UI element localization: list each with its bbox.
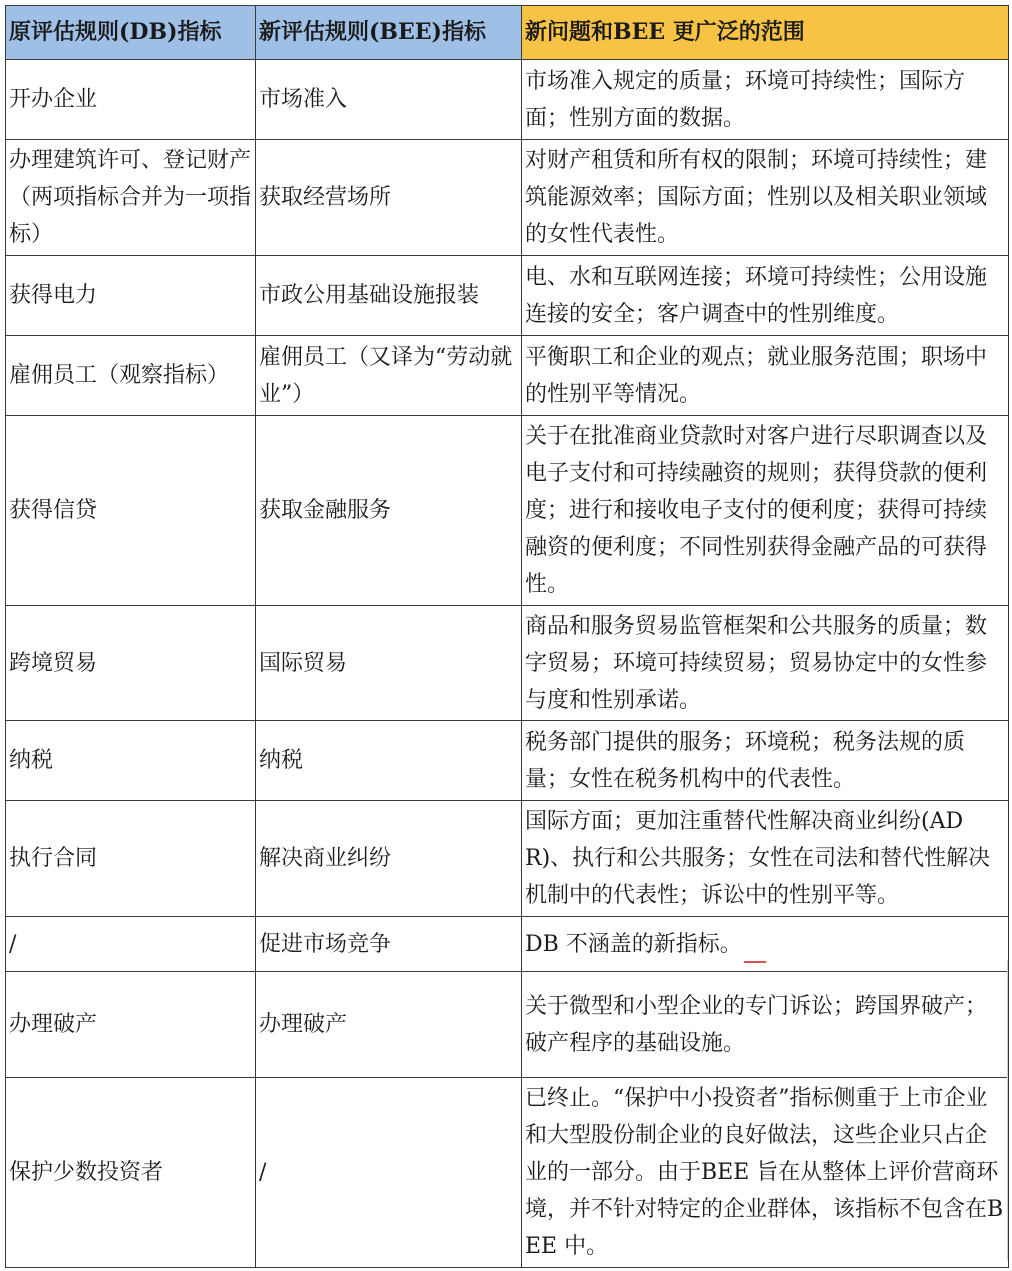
table-row: [6, 336, 1009, 416]
cell-db: 执行合同: [6, 801, 256, 917]
cell-scope: 税务部门提供的服务；环境税；税务法规的质量；女性在税务机构中的代表性。: [522, 721, 1009, 801]
cell-scope: 关于在批准商业贷款时对客户进行尽职调查以及电子支付和可持续融资的规则；获得贷款的便利度；进行和接收电子支付的便利度；获得可持续融资的便利度；不同性别获得金融产品的可获得性。: [522, 416, 1009, 606]
cell-scope: [522, 917, 1009, 972]
comparison-table: [5, 5, 1009, 1268]
cell-db: 开办企业: [6, 60, 256, 140]
cell-scope: 国际方面；更加注重替代性解决商业纠纷(ADR)、执行和公共服务；女性在司法和替代性解决机制中的代表性；诉讼中的性别平等。: [522, 801, 1009, 917]
cell-bee: 国际贸易: [256, 606, 522, 721]
cell-scope: 已终止。“保护中小投资者”指标侧重于上市企业和大型股份制企业的良好做法，这些企业只占企业的一部分。由于BEE 旨在从整体上评价营商环境，并不针对特定的企业群体，该指标不包含在BEE 中。: [522, 1078, 1009, 1268]
cell-scope: 电、水和互联网连接；环境可持续性；公用设施连接的安全；客户调查中的性别维度。: [522, 256, 1009, 336]
cell-db: /: [6, 917, 256, 972]
cell-bee: 促进市场竞争: [256, 917, 522, 972]
cell-scope: 关于微型和小型企业的专门诉讼；跨国界破产；破产程序的基础设施。: [522, 972, 1009, 1078]
table-row: [6, 917, 1009, 972]
table-row: [6, 140, 1009, 256]
table-row: [6, 606, 1009, 721]
cell-scope: 平衡职工和企业的观点；就业服务范围；职场中的性别平等情况。: [522, 336, 1009, 416]
table-row: [6, 801, 1009, 917]
table-row: [6, 1078, 1009, 1268]
table-row: [6, 256, 1009, 336]
cell-db: 办理建筑许可、登记财产（两项指标合并为一项指标）: [6, 140, 256, 256]
page-edge-divider: [1007, 960, 1008, 1260]
cell-scope: 市场准入规定的质量；环境可持续性；国际方面；性别方面的数据。: [522, 60, 1009, 140]
header-db: 原评估规则(DB)指标: [6, 6, 256, 60]
cell-db: 纳税: [6, 721, 256, 801]
cell-bee: 市场准入: [256, 60, 522, 140]
cell-bee: 获取经营场所: [256, 140, 522, 256]
cell-db: 雇佣员工（观察指标）: [6, 336, 256, 416]
header-row: [6, 6, 1009, 60]
table-row: [6, 721, 1009, 801]
cell-db: 获得信贷: [6, 416, 256, 606]
cell-scope: 商品和服务贸易监管框架和公共服务的质量；数字贸易；环境可持续贸易；贸易协定中的女性参与度和性别承诺。: [522, 606, 1009, 721]
table-row: [6, 972, 1009, 1078]
cell-bee: 办理破产: [256, 972, 522, 1078]
cell-bee: /: [256, 1078, 522, 1268]
header-scope: 新问题和BEE 更广泛的范围: [522, 6, 1009, 60]
cell-db: 办理破产: [6, 972, 256, 1078]
table-row: [6, 60, 1009, 140]
edit-mark: [744, 961, 766, 963]
table-row: [6, 416, 1009, 606]
cell-db: 保护少数投资者: [6, 1078, 256, 1268]
cell-db: 获得电力: [6, 256, 256, 336]
cell-bee: 解决商业纠纷: [256, 801, 522, 917]
cell-bee: 雇佣员工（又译为“劳动就业”）: [256, 336, 522, 416]
cell-scope-text: DB 不涵盖的新指标。: [525, 931, 742, 957]
cell-scope: 对财产租赁和所有权的限制；环境可持续性；建筑能源效率；国际方面；性别以及相关职业领域的女性代表性。: [522, 140, 1009, 256]
cell-bee: 获取金融服务: [256, 416, 522, 606]
cell-bee: 市政公用基础设施报装: [256, 256, 522, 336]
cell-db: 跨境贸易: [6, 606, 256, 721]
header-bee: 新评估规则(BEE)指标: [256, 6, 522, 60]
cell-bee: 纳税: [256, 721, 522, 801]
